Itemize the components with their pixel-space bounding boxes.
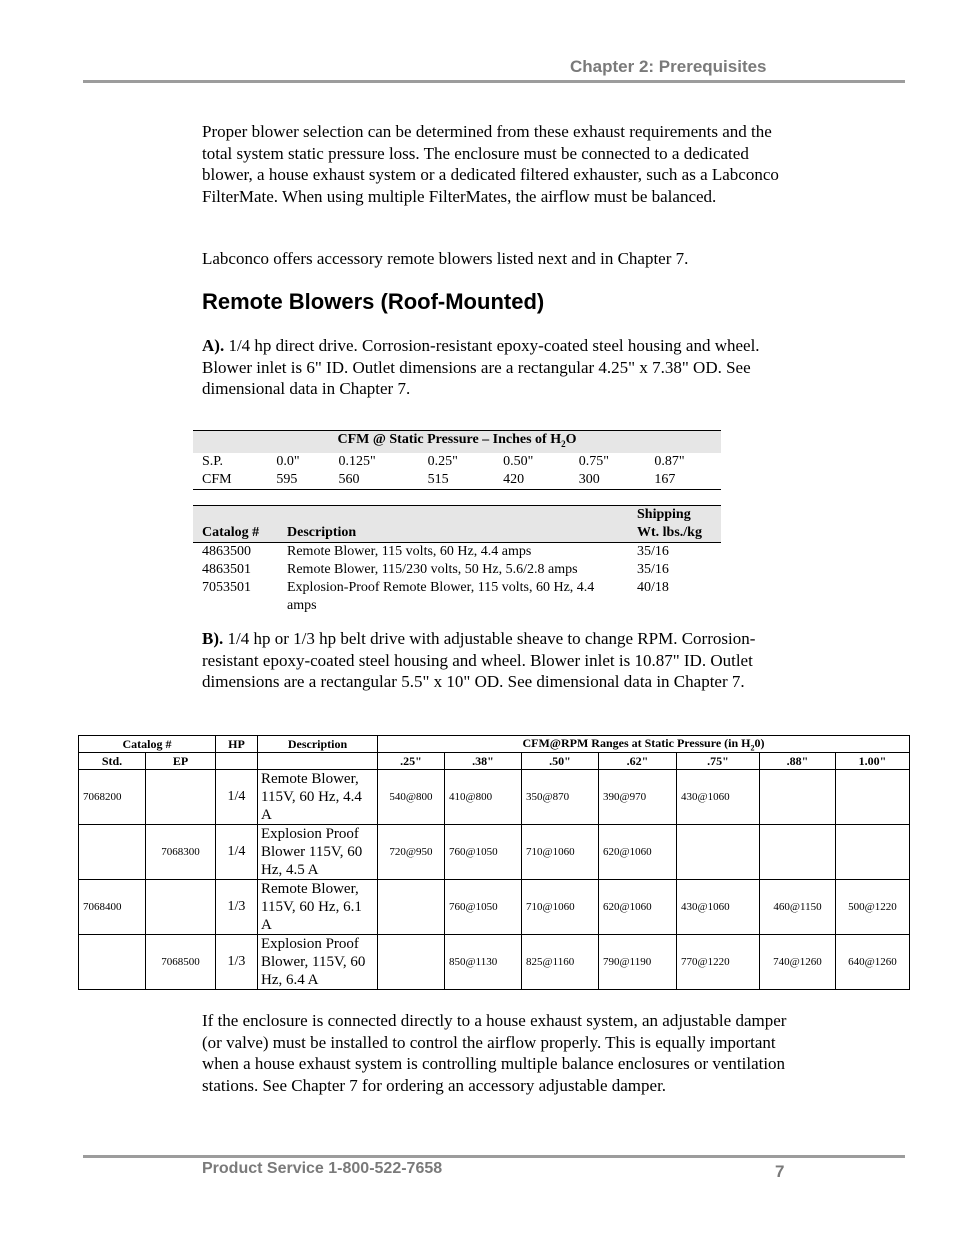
- option-b-text: 1/4 hp or 1/3 hp belt drive with adjustable sheave to change RPM. Corrosion-resistant epoxy-coated steel housing and wheel. Blower inlet is 10.87" ID. Outlet dimensions are a rectangular 5.5" x 10" OD. See dimensional data in Chapter 7.: [202, 629, 756, 692]
- table-row: 7068300 1/4 Explosion Proof Blower 115V, 60 Hz, 4.5 A 720@950 760@1050 710@1060 620@1060: [79, 825, 910, 880]
- sp-header: .75": [677, 753, 760, 770]
- section-heading: Remote Blowers (Roof-Mounted): [202, 289, 545, 314]
- table-row: 7053501 Explosion-Proof Remote Blower, 115 volts, 60 Hz, 4.4 amps 40/18: [202, 580, 669, 613]
- std-header: Std.: [79, 753, 146, 770]
- intro-paragraph: Proper blower selection can be determined from these exhaust requirements and the total system static pressure loss. The enclosure must be connected to a dedicated blower, a house exhaust system or a dedicated filtered exhauster, such as a Labconco FilterMate. When using multiple FilterMates, the airflow must be balanced.: [202, 122, 779, 206]
- footer-rule: [83, 1155, 905, 1158]
- ep-header: EP: [146, 753, 216, 770]
- table-row: 7068400 1/3 Remote Blower, 115V, 60 Hz, 6.1 A 760@1050 710@1060 620@1060 430@1060 460@1150 500@1220: [79, 880, 910, 935]
- table-row: 7068200 1/4 Remote Blower, 115V, 60 Hz, 4.4 A 540@800 410@800 350@870 390@970 430@1060: [79, 770, 910, 825]
- table-row: 7068500 1/3 Explosion Proof Blower, 115V, 60 Hz, 6.4 A 850@1130 825@1160 790@1190 770@1220 740@1260 640@1260: [79, 935, 910, 990]
- accessory-paragraph: Labconco offers accessory remote blowers listed next and in Chapter 7.: [202, 249, 689, 268]
- catalog-table-header: Catalog # Description Shipping Wt. lbs./kg: [193, 506, 721, 543]
- sp-header: 1.00": [836, 753, 910, 770]
- sp-header: .62": [599, 753, 677, 770]
- rpm-ranges-table: [78, 735, 910, 990]
- catalog-table: [193, 505, 721, 615]
- header-rule: [83, 80, 905, 83]
- table-row: 4863500 Remote Blower, 115 volts, 60 Hz, 4.4 amps 35/16: [202, 544, 669, 559]
- option-a-label: A).: [202, 336, 225, 355]
- sp-header: .38": [445, 753, 522, 770]
- option-a-paragraph: [202, 335, 792, 400]
- page-number: 7: [775, 1162, 785, 1181]
- hp-header: HP: [216, 736, 258, 753]
- cfm-row: CFM 595 560 515 420 300 167: [193, 471, 721, 490]
- product-service-phone: Product Service 1-800-522-7658: [202, 1160, 443, 1177]
- cfm-table-title: CFM @ Static Pressure – Inches of $H_2O$: [193, 431, 721, 453]
- sp-row: S.P. 0.0" 0.125" 0.25" 0.50" 0.75" 0.87": [202, 453, 685, 469]
- cfm-static-pressure-table: [193, 430, 721, 490]
- option-b-paragraph: [202, 628, 792, 693]
- sp-header: .25": [378, 753, 445, 770]
- sp-header: .50": [522, 753, 599, 770]
- option-b-label: B).: [202, 629, 224, 648]
- catalog-header: Catalog #: [79, 736, 216, 753]
- sp-header: .88": [760, 753, 836, 770]
- ranges-header: CFM@RPM Ranges at Static Pressure (in $H_20$): [378, 736, 910, 753]
- description-header: Description: [258, 736, 378, 753]
- damper-paragraph: If the enclosure is connected directly to a house exhaust system, an adjustable damper (or valve) must be installed to control the airflow properly. This is equally important when a house exhaust system is controlling multiple balance enclosures or ventilation stations. See Chapter 7 for ordering an accessory adjustable damper.: [202, 1011, 787, 1095]
- table-row: 4863501 Remote Blower, 115/230 volts, 50 Hz, 5.6/2.8 amps 35/16: [202, 562, 669, 577]
- option-a-text: 1/4 hp direct drive. Corrosion-resistant epoxy-coated steel housing and wheel. Blower inlet is 6" ID. Outlet dimensions are a rectangular 4.25" x 7.38" OD. See dimensional data in Chapter 7.: [202, 336, 760, 399]
- chapter-header: Chapter 2: Prerequisites: [570, 57, 767, 76]
